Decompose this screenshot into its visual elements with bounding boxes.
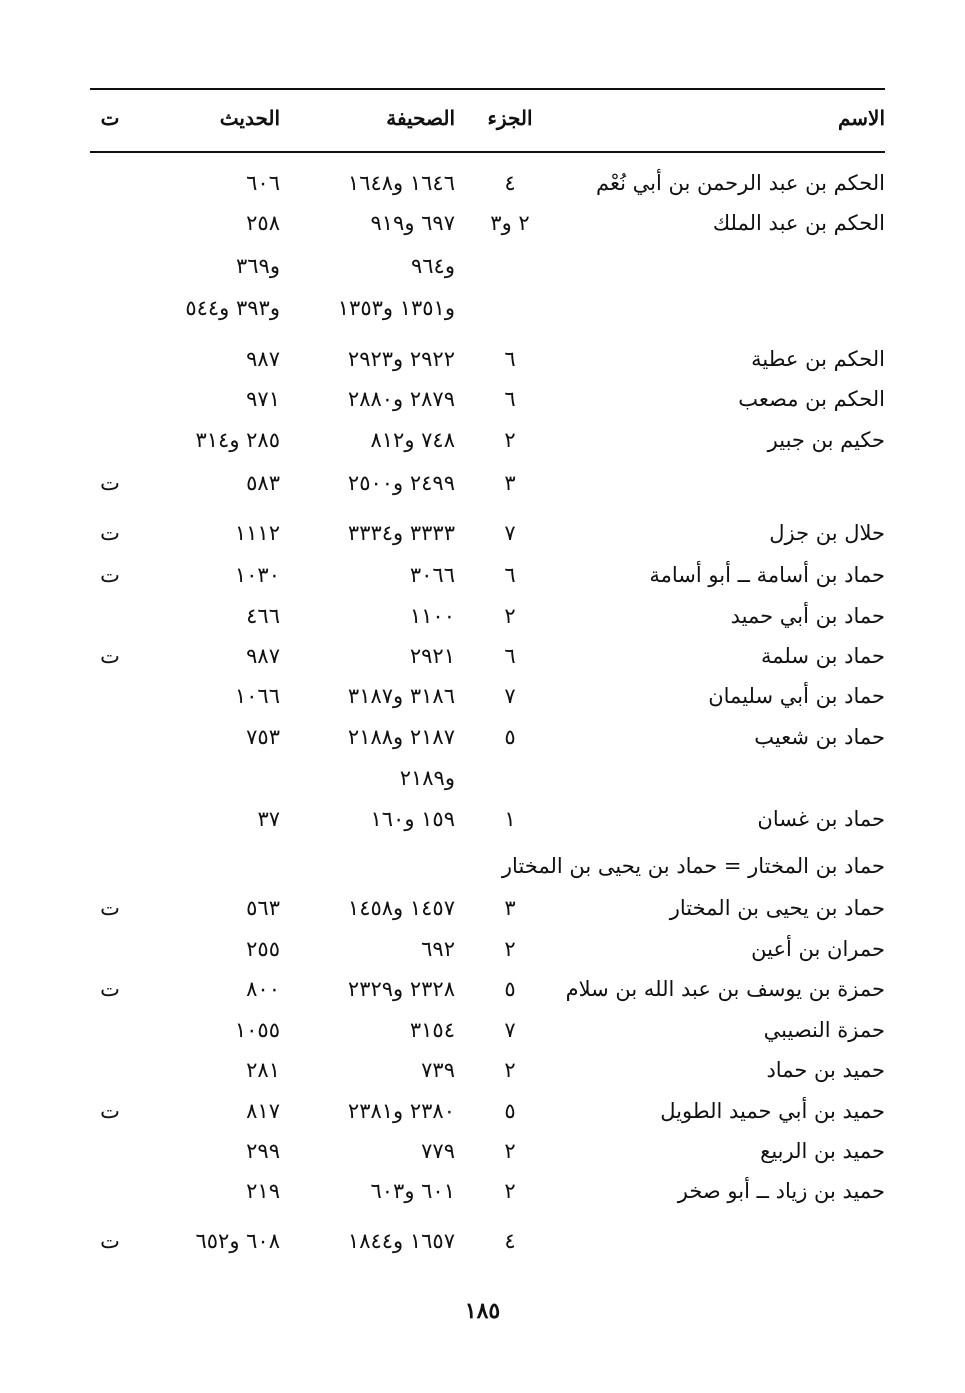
entry-page: ٢٤٩٩ و٢٥٠٠ bbox=[347, 471, 455, 495]
entry-name: حماد بن أسامة ــ أبو أسامة bbox=[649, 563, 885, 587]
entry-hadith: ١٠٣٠ bbox=[234, 563, 280, 587]
table-row bbox=[90, 422, 885, 458]
table-row bbox=[90, 931, 885, 967]
entry-volume: ٦ bbox=[504, 347, 516, 371]
entry-t-marker: ت bbox=[100, 1229, 120, 1253]
entry-t-marker: ت bbox=[100, 471, 120, 495]
entry-page: ٢٣٨٠ و٢٣٨١ bbox=[347, 1099, 455, 1123]
entry-page: ١٥٩ و١٦٠ bbox=[370, 807, 455, 831]
entry-hadith: ٤٦٦ bbox=[246, 604, 280, 628]
table-row bbox=[90, 971, 885, 1007]
entry-name: حماد بن أبي سليمان bbox=[708, 684, 885, 708]
entry-page: ٢٩٢١ bbox=[409, 644, 455, 668]
table-row bbox=[90, 760, 885, 796]
header-name: الاسم bbox=[837, 106, 885, 130]
entry-t-marker bbox=[90, 1052, 130, 1088]
entry-hadith: ١١١٢ bbox=[234, 521, 280, 545]
entry-name: حلال بن جزل bbox=[769, 521, 885, 545]
entry-hadith: ٨٠٠ bbox=[246, 977, 280, 1001]
table-row bbox=[90, 1052, 885, 1088]
entry-name: حميد بن الربيع bbox=[760, 1139, 885, 1163]
entry-t-marker bbox=[90, 1012, 130, 1048]
entry-t-marker bbox=[90, 598, 130, 634]
top-rule bbox=[90, 88, 885, 90]
entry-t-marker bbox=[90, 422, 130, 458]
entry-page: و٢١٨٩ bbox=[399, 766, 455, 790]
table-row bbox=[90, 1133, 885, 1169]
entry-t-marker bbox=[90, 931, 130, 967]
entry-name: الحكم بن عبد الملك bbox=[712, 211, 885, 235]
entry-volume bbox=[465, 760, 555, 796]
entry-volume: ٤ bbox=[504, 1229, 516, 1253]
entry-t-marker bbox=[90, 1133, 130, 1169]
table-row bbox=[90, 1093, 885, 1129]
entry-hadith: و٣٩٣ و٥٤٤ bbox=[185, 296, 280, 320]
entry-volume: ١ bbox=[504, 807, 516, 831]
entry-volume: ٥ bbox=[504, 977, 516, 1001]
header-volume: الجزء bbox=[487, 106, 533, 130]
entry-page: ٣١٥٤ bbox=[409, 1018, 455, 1042]
entry-name: حماد بن شعيب bbox=[754, 725, 885, 749]
entry-page: ١٦٤٦ و١٦٤٨ bbox=[347, 171, 455, 195]
header-page: الصحيفة bbox=[386, 106, 455, 130]
entry-page: ٣٣٣٣ و٣٣٣٤ bbox=[347, 521, 455, 545]
entry-page: ٦٠١ و٦٠٣ bbox=[370, 1179, 455, 1203]
entry-hadith: ٢٨٥ و٣١٤ bbox=[195, 428, 280, 452]
entry-page: ٢٣٢٨ و٢٣٢٩ bbox=[347, 977, 455, 1001]
entry-hadith: ٩٨٧ bbox=[246, 347, 280, 371]
entry-hadith: ٢٩٩ bbox=[246, 1139, 280, 1163]
entry-page: و٩٦٤ bbox=[411, 254, 455, 278]
entry-hadith: ٦٠٦ bbox=[246, 171, 280, 195]
table-row bbox=[90, 1012, 885, 1048]
entry-t-marker bbox=[90, 248, 130, 284]
entry-page: و١٣٥١ و١٣٥٣ bbox=[337, 296, 455, 320]
entry-volume: ٦ bbox=[504, 563, 516, 587]
table-row bbox=[90, 290, 885, 326]
entry-volume: ٢ bbox=[504, 604, 516, 628]
entry-name: حميد بن زياد ــ أبو صخر bbox=[677, 1179, 885, 1203]
entry-hadith bbox=[150, 760, 280, 796]
entry-name: حماد بن يحيى بن المختار bbox=[669, 896, 885, 920]
entry-page: ٧٧٩ bbox=[421, 1139, 455, 1163]
entry-volume bbox=[465, 290, 555, 326]
entry-hadith: ٨١٧ bbox=[246, 1099, 280, 1123]
table-row bbox=[90, 638, 885, 674]
header-rule bbox=[90, 151, 885, 153]
entry-volume: ٦ bbox=[504, 387, 516, 411]
entry-t-marker: ت bbox=[100, 521, 120, 545]
entry-t-marker: ت bbox=[100, 977, 120, 1001]
entry-page: ١١٠٠ bbox=[409, 604, 455, 628]
table-row bbox=[90, 848, 885, 884]
entry-hadith: ٩٧١ bbox=[246, 387, 280, 411]
entry-page: ١٤٥٧ و١٤٥٨ bbox=[347, 896, 455, 920]
entry-volume bbox=[465, 248, 555, 284]
entry-t-marker: ت bbox=[100, 563, 120, 587]
table-row bbox=[90, 205, 885, 241]
entry-name: حمزة النصيبي bbox=[763, 1018, 885, 1042]
table-row bbox=[90, 557, 885, 593]
table-row bbox=[90, 598, 885, 634]
entry-name: الحكم بن عطية bbox=[751, 347, 885, 371]
entry-page: ٧٣٩ bbox=[421, 1058, 455, 1082]
entry-page: ٧٤٨ و٨١٢ bbox=[370, 428, 455, 452]
entry-volume: ٤ bbox=[504, 171, 516, 195]
entry-hadith: ٥٦٣ bbox=[246, 896, 280, 920]
entry-hadith: ٩٨٧ bbox=[246, 644, 280, 668]
entry-hadith: ٢٥٥ bbox=[246, 937, 280, 961]
entry-hadith: ٣٧ bbox=[257, 807, 280, 831]
entry-hadith: ٧٥٣ bbox=[246, 725, 280, 749]
entry-t-marker bbox=[90, 801, 130, 837]
entry-name: حماد بن سلمة bbox=[760, 644, 885, 668]
entry-volume: ٢ bbox=[504, 937, 516, 961]
entry-page: ٢٨٧٩ و٢٨٨٠ bbox=[347, 387, 455, 411]
entry-name: حماد بن غسان bbox=[757, 807, 885, 831]
entry-volume: ٦ bbox=[504, 644, 516, 668]
entry-t-marker: ت bbox=[100, 1099, 120, 1123]
entry-name: الحكم بن مصعب bbox=[738, 387, 885, 411]
table-row bbox=[90, 1173, 885, 1209]
entry-volume: ٥ bbox=[504, 1099, 516, 1123]
entry-volume: ٧ bbox=[504, 521, 516, 545]
entry-name: حميد بن أبي حميد الطويل bbox=[660, 1099, 885, 1123]
entry-volume: ٣ bbox=[504, 471, 516, 495]
entry-hadith: ٢٥٨ bbox=[246, 211, 280, 235]
entry-t-marker bbox=[90, 290, 130, 326]
table-row bbox=[90, 248, 885, 284]
entry-hadith: ١٠٦٦ bbox=[234, 684, 280, 708]
entry-t-marker bbox=[90, 678, 130, 714]
entry-t-marker bbox=[90, 381, 130, 417]
entry-volume: ٢ bbox=[504, 1139, 516, 1163]
entry-hadith: ٥٨٣ bbox=[246, 471, 280, 495]
entry-t-marker bbox=[90, 1173, 130, 1209]
entry-name: حماد بن المختار = حماد بن يحيى بن المختار bbox=[501, 854, 885, 878]
header-t: ت bbox=[100, 106, 120, 130]
entry-hadith: ١٠٥٥ bbox=[234, 1018, 280, 1042]
entry-t-marker bbox=[90, 165, 130, 201]
entry-t-marker bbox=[90, 341, 130, 377]
entry-volume: ٢ و٣ bbox=[490, 211, 530, 235]
entry-volume: ٧ bbox=[504, 1018, 516, 1042]
entry-hadith: ٦٠٨ و٦٥٢ bbox=[195, 1229, 280, 1253]
header-hadith: الحديث bbox=[219, 106, 280, 130]
entry-page: ٦٩٧ و٩١٩ bbox=[370, 211, 455, 235]
entry-page: ٣٠٦٦ bbox=[409, 563, 455, 587]
entry-page: ٢٩٢٢ و٢٩٢٣ bbox=[347, 347, 455, 371]
entry-page: ٢١٨٧ و٢١٨٨ bbox=[347, 725, 455, 749]
table-row bbox=[90, 165, 885, 201]
table-row bbox=[90, 801, 885, 837]
table-row bbox=[90, 1223, 885, 1259]
entry-name: حكيم بن جبير bbox=[767, 428, 885, 452]
entry-t-marker: ت bbox=[100, 644, 120, 668]
entry-volume: ٥ bbox=[504, 725, 516, 749]
table-row bbox=[90, 515, 885, 551]
table-row bbox=[90, 381, 885, 417]
entry-volume: ٣ bbox=[504, 896, 516, 920]
table-row bbox=[90, 890, 885, 926]
entry-volume: ٢ bbox=[504, 428, 516, 452]
entry-t-marker bbox=[90, 760, 130, 796]
entry-hadith: ٢٨١ bbox=[246, 1058, 280, 1082]
table-row bbox=[90, 719, 885, 755]
table-row bbox=[90, 341, 885, 377]
table-row bbox=[90, 678, 885, 714]
entry-name: حمزة بن يوسف بن عبد الله بن سلام bbox=[565, 977, 885, 1001]
entry-volume: ٧ bbox=[504, 684, 516, 708]
table-header bbox=[90, 100, 885, 136]
entry-t-marker bbox=[90, 719, 130, 755]
entry-volume: ٢ bbox=[504, 1179, 516, 1203]
entry-t-marker bbox=[90, 205, 130, 241]
entry-name: حمران بن أعين bbox=[751, 937, 885, 961]
entry-name: حماد بن أبي حميد bbox=[730, 604, 885, 628]
page-number: ١٨٥ bbox=[464, 1298, 501, 1324]
table-row bbox=[90, 465, 885, 501]
entry-t-marker: ت bbox=[100, 896, 120, 920]
entry-name: حميد بن حماد bbox=[766, 1058, 885, 1082]
entry-hadith: ٢١٩ bbox=[246, 1179, 280, 1203]
entry-page: ١٦٥٧ و١٨٤٤ bbox=[347, 1229, 455, 1253]
entry-hadith: و٣٦٩ bbox=[236, 254, 280, 278]
entry-page: ٦٩٢ bbox=[421, 937, 455, 961]
entry-volume: ٢ bbox=[504, 1058, 516, 1082]
entry-name: الحكم بن عبد الرحمن بن أبي نُعْم bbox=[595, 171, 885, 195]
entry-page: ٣١٨٦ و٣١٨٧ bbox=[347, 684, 455, 708]
